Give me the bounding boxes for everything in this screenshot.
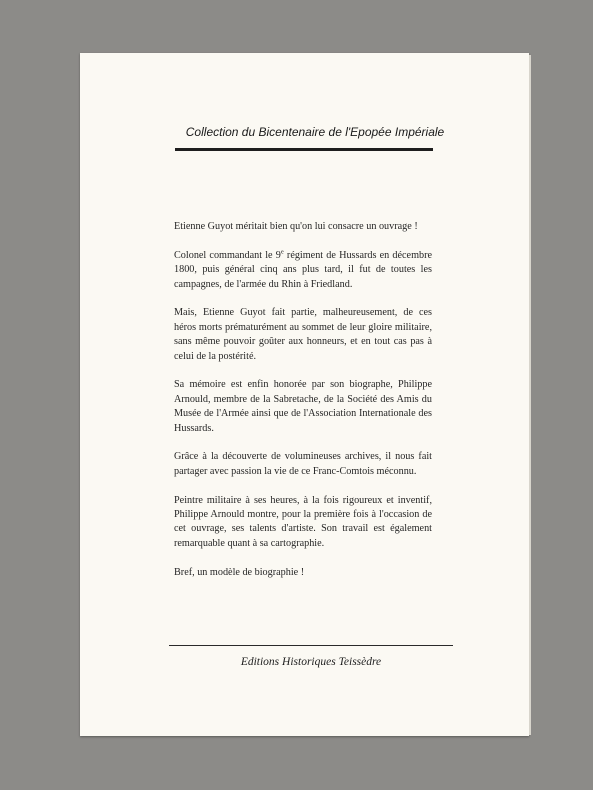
paragraph-2: Colonel commandant le 9e régiment de Hussards en décembre 1800, puis général cinq ans plus tard, il fut de toutes les campagnes, de l'armée du Rhin à Friedland.: [174, 248, 433, 290]
title-rule: [175, 148, 433, 151]
publisher-name: Editions Historiques Teissèdre: [240, 656, 382, 668]
blurb-text: [174, 220, 432, 594]
paragraph-7: Bref, un modèle de biographie !: [174, 566, 305, 578]
bottom-rule: [169, 645, 453, 646]
paragraph-6: Peintre militaire à ses heures, à la fois rigoureux et inventif, Philippe Arnould montre, pour la première fois à l'occasion de cet ouvrage, ses talents d'artiste. Son travail est également remarquable quant à sa cartographie.: [174, 494, 432, 549]
paragraph-4: Sa mémoire est enfin honorée par son biographe, Philippe Arnould, membre de la Sabretache, de la Société des Amis du Musée de l'Armée ainsi que de l'Association Internationale des Hussards.: [174, 379, 432, 434]
paragraph-1: Etienne Guyot méritait bien qu'on lui consacre un ouvrage !: [174, 221, 418, 232]
paragraph-3: Mais, Etienne Guyot fait partie, malheureusement, de ces héros morts prématurément au sommet de leur gloire militaire, sans même pouvoir goûter aux honneurs, et en tout cas pas à celui de la postérité.: [174, 307, 432, 362]
paragraph-5: Grâce à la découverte de volumineuses archives, il nous fait partager avec passion la vie de ce Franc-Comtois méconnu.: [174, 451, 432, 477]
collection-title: Collection du Bicentenaire de l'Epopée Impériale: [185, 125, 445, 139]
book-edge: [529, 55, 531, 735]
book-back-cover: [80, 53, 529, 736]
